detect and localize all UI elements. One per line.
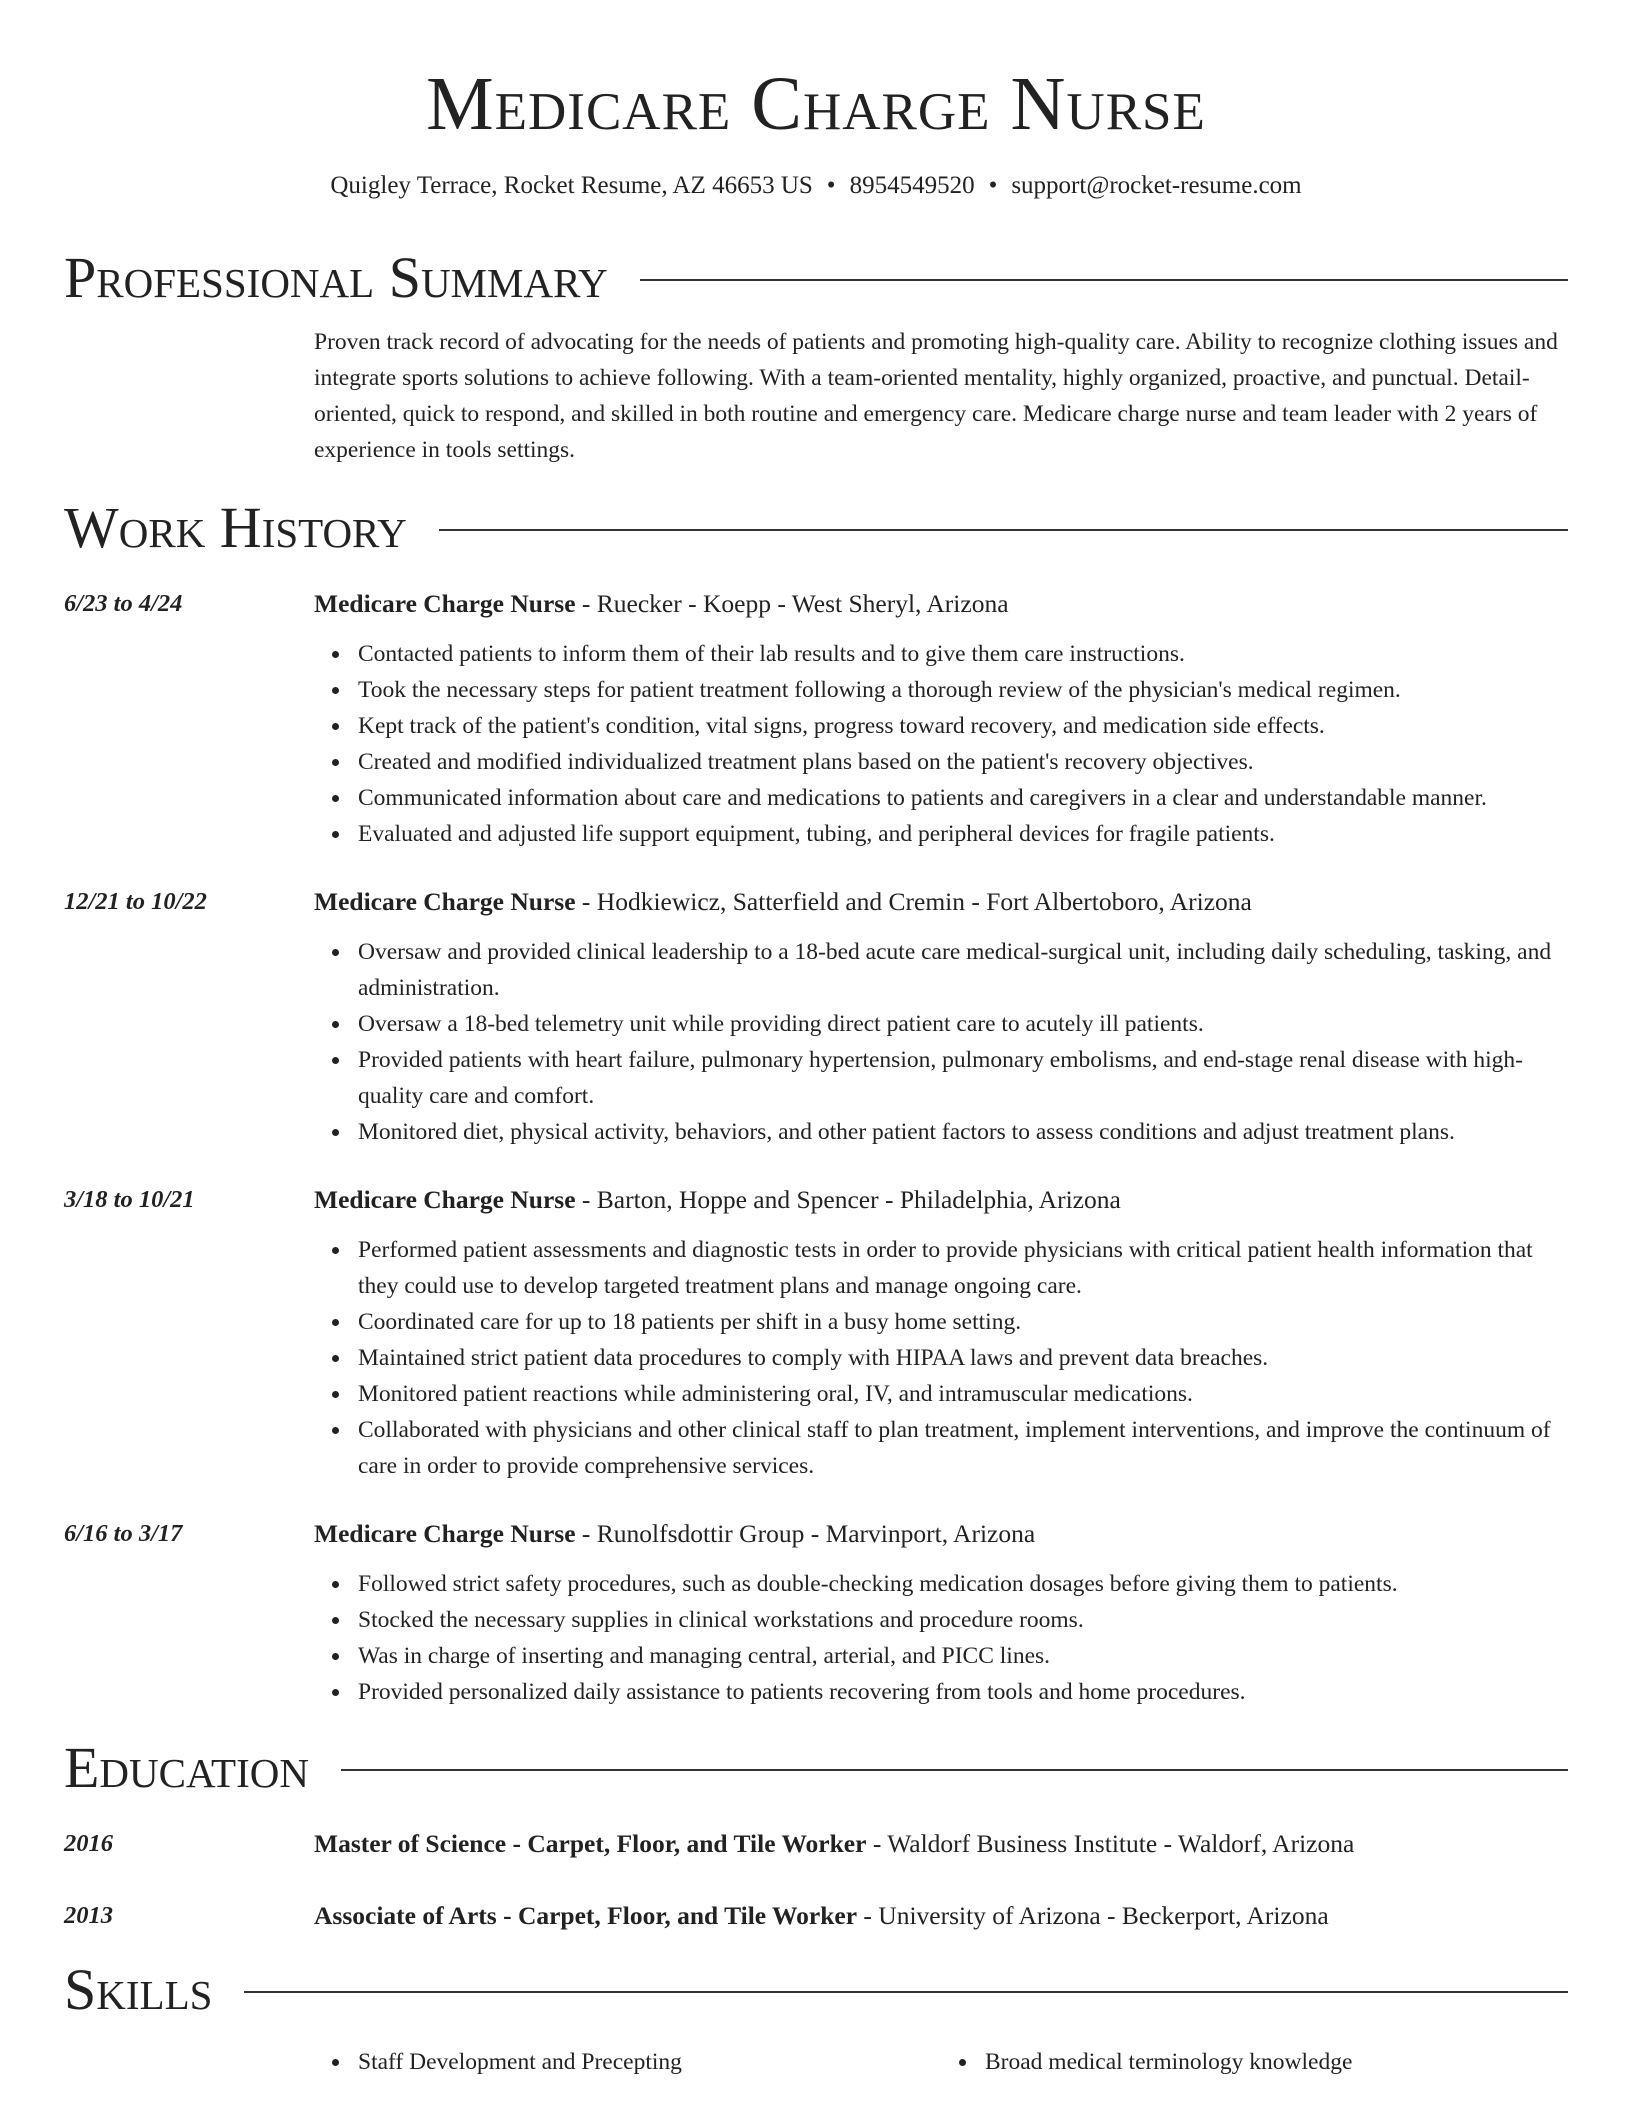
- job-entry: [64, 1516, 1568, 1710]
- job-role: Medicare Charge Nurse: [314, 1519, 576, 1548]
- job-bullet: Monitored patient reactions while administering oral, IV, and intramuscular medications.: [358, 1376, 1568, 1412]
- work-history-section-heading: [64, 496, 1568, 560]
- job-bullet: Contacted patients to inform them of their lab results and to give them care instructions.: [358, 636, 1568, 672]
- job-bullet: Coordinated care for up to 18 patients per shift in a busy home setting.: [358, 1304, 1568, 1340]
- job-dates: 6/23 to 4/24: [64, 590, 183, 617]
- education-title-line: [314, 1826, 1568, 1862]
- job-bullets: [314, 934, 1568, 1150]
- education-year: 2016: [64, 1830, 113, 1857]
- job-bullet: Stocked the necessary supplies in clinical workstations and procedure rooms.: [358, 1602, 1568, 1638]
- job-bullet: Monitored diet, physical activity, behaviors, and other patient factors to assess conditions and adjust treatment plans.: [358, 1114, 1568, 1150]
- summary-text: Proven track record of advocating for the needs of patients and promoting high-quality care. Ability to recognize clothing issues and integrate sports solutions to achieve following. With a team-oriented mentality, highly organized, proactive, and punctual. Detail-oriented, quick to respond, and skilled in both routine and emergency care. Medicare charge nurse and team leader with 2 years of experience in tools settings.: [314, 329, 1558, 463]
- summary-section-heading: [64, 246, 1568, 310]
- contact-phone: 8954549520: [849, 172, 975, 199]
- job-role: Medicare Charge Nurse: [314, 887, 576, 916]
- education-entry: [64, 1826, 1568, 1862]
- job-title-line: [314, 1516, 1568, 1552]
- job-bullets: [314, 636, 1568, 852]
- summary-heading-text: Professional Summary: [64, 245, 608, 310]
- education-section-heading: [64, 1736, 1568, 1800]
- job-body: [314, 1516, 1568, 1710]
- job-dates: 12/21 to 10/22: [64, 888, 207, 915]
- education-degree: Master of Science - Carpet, Floor, and Tile Worker: [314, 1829, 867, 1858]
- education-details: - University of Arizona - Beckerport, Arizona: [857, 1901, 1329, 1930]
- job-bullet: Maintained strict patient data procedures to comply with HIPAA laws and prevent data breaches.: [358, 1340, 1568, 1376]
- education-heading-text: Education: [64, 1735, 309, 1800]
- section-divider: [439, 529, 1568, 531]
- job-bullet: Kept track of the patient's condition, vital signs, progress toward recovery, and medication side effects.: [358, 708, 1568, 744]
- contact-address: Quigley Terrace, Rocket Resume, AZ 46653 US: [330, 172, 813, 199]
- contact-line: [64, 170, 1568, 202]
- job-details: - Barton, Hoppe and Spencer - Philadelphia, Arizona: [575, 1185, 1121, 1214]
- education-entry: [64, 1898, 1568, 1934]
- job-body: [314, 1182, 1568, 1484]
- contact-separator: •: [826, 172, 836, 199]
- education-degree: Associate of Arts - Carpet, Floor, and Tile Worker: [314, 1901, 858, 1930]
- job-bullet: Took the necessary steps for patient treatment following a thorough review of the physician's medical regimen.: [358, 672, 1568, 708]
- resume-name: Medicare Charge Nurse: [426, 62, 1206, 146]
- education-body: [314, 1826, 1568, 1862]
- education-body: [314, 1898, 1568, 1934]
- job-title-line: [314, 1182, 1568, 1218]
- job-dates: 6/16 to 3/17: [64, 1520, 183, 1547]
- job-bullets: [314, 1566, 1568, 1710]
- section-divider: [640, 279, 1568, 281]
- job-bullet: Collaborated with physicians and other clinical staff to plan treatment, implement interventions, and improve the continuum of care in order to provide comprehensive services.: [358, 1412, 1568, 1484]
- job-bullet: Communicated information about care and medications to patients and caregivers in a clear and understandable manner.: [358, 780, 1568, 816]
- job-bullet: Oversaw a 18-bed telemetry unit while providing direct patient care to acutely ill patients.: [358, 1006, 1568, 1042]
- section-divider: [244, 1991, 1568, 1993]
- work-history-heading-text: Work History: [64, 495, 407, 560]
- skills-column-right: [941, 2044, 1568, 2080]
- education-details: - Waldorf Business Institute - Waldorf, Arizona: [866, 1829, 1355, 1858]
- job-details: - Ruecker - Koepp - West Sheryl, Arizona: [575, 589, 1009, 618]
- section-divider: [341, 1769, 1568, 1771]
- education-title-line: [314, 1898, 1568, 1934]
- job-bullet: Evaluated and adjusted life support equipment, tubing, and peripheral devices for fragile patients.: [358, 816, 1568, 852]
- skills-grid: [314, 2044, 1568, 2080]
- job-body: [314, 586, 1568, 852]
- job-dates: 3/18 to 10/21: [64, 1186, 195, 1213]
- job-entry: [64, 1182, 1568, 1484]
- skill-item: Staff Development and Precepting: [358, 2044, 941, 2080]
- skills-column-left: [314, 2044, 941, 2080]
- job-bullet: Performed patient assessments and diagnostic tests in order to provide physicians with critical patient health information that they could use to develop targeted treatment plans and manage ongoing care.: [358, 1232, 1568, 1304]
- job-role: Medicare Charge Nurse: [314, 589, 576, 618]
- job-title-line: [314, 884, 1568, 920]
- skills-section-heading: [64, 1958, 1568, 2022]
- job-role: Medicare Charge Nurse: [314, 1185, 576, 1214]
- contact-email: support@rocket-resume.com: [1011, 172, 1302, 199]
- job-entry: [64, 586, 1568, 852]
- job-details: - Runolfsdottir Group - Marvinport, Arizona: [575, 1519, 1036, 1548]
- job-bullet: Provided personalized daily assistance to patients recovering from tools and home procedures.: [358, 1674, 1568, 1710]
- job-details: - Hodkiewicz, Satterfield and Cremin - Fort Albertoboro, Arizona: [575, 887, 1252, 916]
- job-bullet: Was in charge of inserting and managing central, arterial, and PICC lines.: [358, 1638, 1568, 1674]
- job-entry: [64, 884, 1568, 1150]
- job-title-line: [314, 586, 1568, 622]
- job-bullet: Provided patients with heart failure, pulmonary hypertension, pulmonary embolisms, and end-stage renal disease with high-quality care and comfort.: [358, 1042, 1568, 1114]
- job-bullet: Followed strict safety procedures, such as double-checking medication dosages before giving them to patients.: [358, 1566, 1568, 1602]
- education-year: 2013: [64, 1902, 113, 1929]
- job-bullets: [314, 1232, 1568, 1484]
- skills-heading-text: Skills: [64, 1957, 213, 2022]
- job-body: [314, 884, 1568, 1150]
- contact-separator: •: [988, 172, 998, 199]
- skill-item: Broad medical terminology knowledge: [985, 2044, 1568, 2080]
- job-bullet: Oversaw and provided clinical leadership to a 18-bed acute care medical-surgical unit, including daily scheduling, tasking, and administration.: [358, 934, 1568, 1006]
- job-bullet: Created and modified individualized treatment plans based on the patient's recovery objectives.: [358, 744, 1568, 780]
